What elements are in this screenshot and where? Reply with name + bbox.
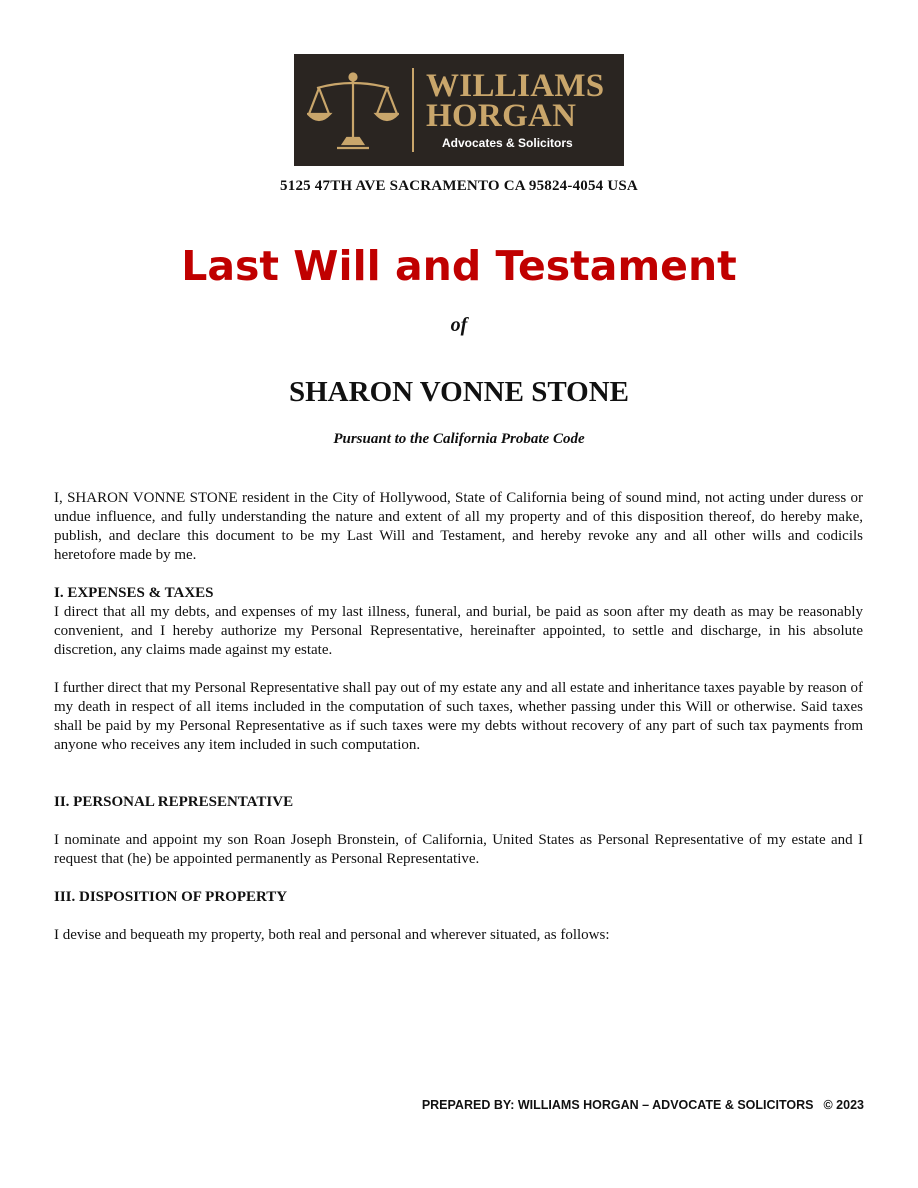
testator-name: SHARON VONNE STONE [289, 376, 629, 408]
title-of: of [450, 314, 468, 336]
prepared-by: PREPARED BY: WILLIAMS HORGAN – ADVOCATE & SOLICITORS [421, 1098, 814, 1112]
pursuant-line: Pursuant to the California Probate Code [333, 431, 585, 447]
logo-line1: WILLIAMS [426, 67, 605, 104]
logo-tagline: Advocates & Solicitors [442, 135, 573, 150]
representative-paragraph: I nominate and appoint my son Roan Joseph Bronstein, of California, United States as Personal Representative of my estate and I request that (he) be appointed permanently as Personal Representative. [54, 832, 863, 867]
copyright: © 2023 [823, 1098, 864, 1112]
page-footer [422, 1098, 864, 1112]
section-heading-representative: II. PERSONAL REPRESENTATIVE [54, 794, 294, 810]
document-title: Last Will and Testament [181, 242, 737, 290]
logo-text [426, 67, 605, 150]
disposition-paragraph: I devise and bequeath my property, both real and personal and wherever situated, as follows: [54, 927, 610, 943]
expenses-paragraph-1: I direct that all my debts, and expenses of my last illness, funeral, and burial, be paid as soon after my death as may be reasonably convenient, and I hereby authorize my Personal Representative, hereinafter appointed, to settle and discharge, in his absolute discretion, any claims made against my estate. [54, 604, 863, 658]
section-heading-expenses: I. EXPENSES & TAXES [54, 585, 214, 601]
scales-of-justice-icon [294, 54, 412, 166]
section-heading-disposition: III. DISPOSITION OF PROPERTY [54, 889, 288, 905]
firm-logo [294, 54, 624, 166]
intro-paragraph: I, SHARON VONNE STONE resident in the City of Hollywood, State of California being of sound mind, not acting under duress or undue influence, and fully understanding the nature and extent of all my property and of this disposition thereof, do hereby make, publish, and declare this document to be my Last Will and Testament, and hereby revoke any and all other wills and codicils heretofore made by me. [54, 490, 863, 563]
will-body [54, 489, 863, 945]
expenses-paragraph-2: I further direct that my Personal Representative shall pay out of my estate any and all estate and inheritance taxes payable by reason of my death in respect of all items included in the computation of such taxes, whether passing under this Will or otherwise. Said taxes shall be paid by my Personal Representative as if such taxes were my debts without recovery of any part of such tax payments from anyone who receives any item included in such computation. [54, 680, 863, 753]
firm-address: 5125 47TH AVE SACRAMENTO CA 95824-4054 USA [280, 178, 638, 194]
logo-line2: HORGAN [426, 97, 577, 134]
logo-divider [412, 68, 414, 152]
